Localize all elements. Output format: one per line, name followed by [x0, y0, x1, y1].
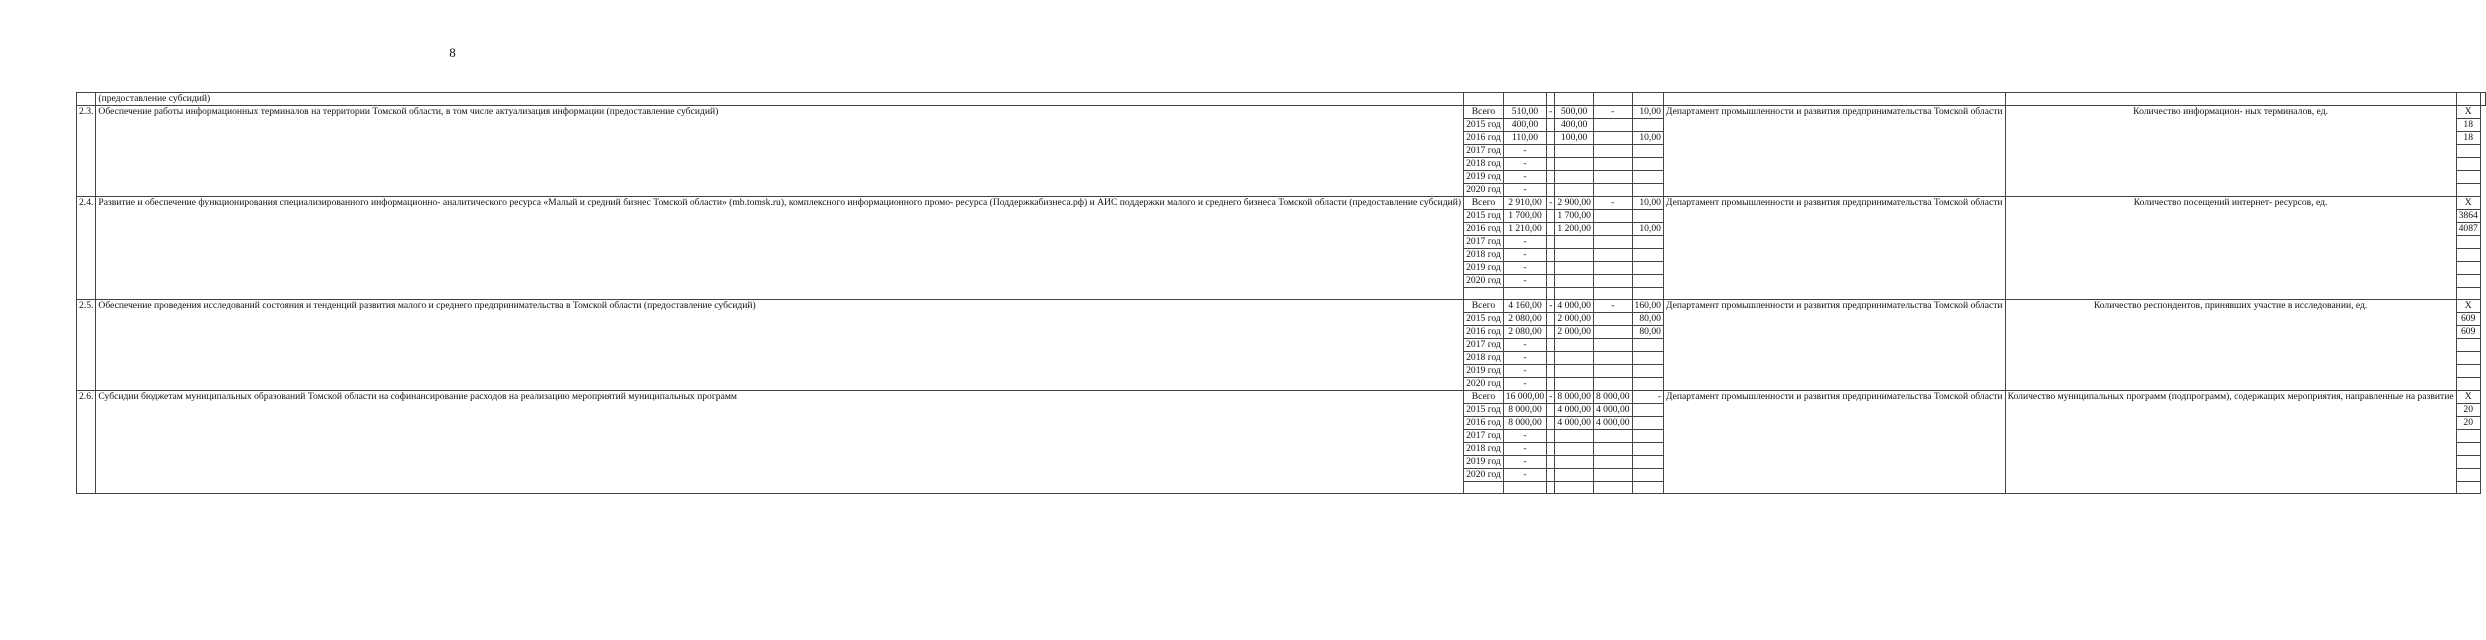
indicator-name: Количество респондентов, принявших участие в исследовании, ед.: [2005, 300, 2456, 391]
year-label: 2016 год: [1464, 223, 1504, 236]
indicator-value: [2456, 171, 2480, 184]
federal-amount: -: [1547, 391, 1555, 404]
indicator-value: [2456, 469, 2480, 482]
federal-amount: [1547, 352, 1555, 365]
year-label: 2015 год: [1464, 404, 1504, 417]
local-amount: [1593, 430, 1632, 443]
local-amount: [1593, 262, 1632, 275]
indicator-value: [2456, 158, 2480, 171]
federal-amount: [1547, 158, 1555, 171]
indicator-value: [2456, 249, 2480, 262]
federal-amount: [1547, 132, 1555, 145]
year-label: 2020 год: [1464, 184, 1504, 197]
federal-amount: [1547, 365, 1555, 378]
federal-amount: [1547, 339, 1555, 352]
year-label: 2019 год: [1464, 262, 1504, 275]
responsible-department: Департамент промышленности и развития предпринимательства Томской области: [1663, 391, 2005, 494]
regional-amount: [1555, 158, 1594, 171]
total-amount: -: [1503, 430, 1546, 443]
indicator-value: Х: [2456, 391, 2480, 404]
total-amount: -: [1503, 275, 1546, 288]
indicator-name: Количество информацион- ных терминалов, ед.: [2005, 106, 2456, 197]
indicator-value: [2456, 236, 2480, 249]
total-amount: -: [1503, 249, 1546, 262]
year-label-empty: [1464, 482, 1504, 494]
total-amount: -: [1503, 456, 1546, 469]
year-label: Всего: [1464, 106, 1504, 119]
local-amount: -: [1593, 106, 1632, 119]
regional-amount: 2 000,00: [1555, 326, 1594, 339]
regional-amount: [1555, 456, 1594, 469]
table-row: [77, 300, 2486, 313]
item-description: Обеспечение проведения исследований состояния и тенденций развития малого и среднего предпринимательства в Томской области (предоставление субсидий): [96, 300, 1464, 391]
local-amount-empty: [1593, 482, 1632, 494]
year-label: 2020 год: [1464, 469, 1504, 482]
total-amount: -: [1503, 236, 1546, 249]
indicator-value: Х: [2456, 300, 2480, 313]
local-amount: [1593, 326, 1632, 339]
year-label: Всего: [1464, 300, 1504, 313]
other-amount: [1632, 236, 1663, 249]
regional-amount: [1555, 184, 1594, 197]
regional-amount: [1555, 262, 1594, 275]
federal-amount: [1547, 313, 1555, 326]
local-amount: [1593, 456, 1632, 469]
total-amount: -: [1503, 171, 1546, 184]
total-amount: 8 000,00: [1503, 417, 1546, 430]
local-amount: [1593, 275, 1632, 288]
year-label: 2018 год: [1464, 352, 1504, 365]
other-amount: -: [1632, 391, 1663, 404]
other-amount: [1632, 417, 1663, 430]
other-amount: [1632, 249, 1663, 262]
page-number: 8: [449, 45, 456, 60]
year-label: 2020 год: [1464, 378, 1504, 391]
item-number: 2.6.: [77, 391, 96, 494]
local-amount: [1593, 210, 1632, 223]
regional-amount: 4 000,00: [1555, 300, 1594, 313]
federal-amount: [1547, 404, 1555, 417]
year-label: 2019 год: [1464, 171, 1504, 184]
other-amount: [1632, 158, 1663, 171]
table-row: [77, 391, 2486, 404]
federal-amount: [1547, 275, 1555, 288]
local-amount: [1593, 339, 1632, 352]
local-amount: [1593, 365, 1632, 378]
item-description: Развитие и обеспечение функционирования специализированного информационно- аналитического ресурса «Малый и средний бизнес Томской области» (mb.tomsk.ru), комплексного информационного промо- ресурса (Поддержкабизнеса.рф) и АИС поддержки малого и среднего бизнеса Томской области (предоставление субсидий): [96, 197, 1464, 300]
indicator-value: [2456, 430, 2480, 443]
local-amount: [1593, 158, 1632, 171]
other-amount: [1632, 365, 1663, 378]
regional-amount-empty: [1555, 482, 1594, 494]
year-label: 2017 год: [1464, 430, 1504, 443]
year-label: 2016 год: [1464, 326, 1504, 339]
total-amount: 8 000,00: [1503, 404, 1546, 417]
regional-amount-empty: [1555, 288, 1594, 300]
indicator-value: [2456, 339, 2480, 352]
federal-amount: [1547, 171, 1555, 184]
year-label: 2019 год: [1464, 456, 1504, 469]
local-amount: 4 000,00: [1593, 417, 1632, 430]
other-amount: 10,00: [1632, 223, 1663, 236]
federal-amount: [1547, 145, 1555, 158]
regional-amount: [1555, 469, 1594, 482]
item-number: 2.3.: [77, 106, 96, 197]
other-amount: 80,00: [1632, 326, 1663, 339]
total-amount: 4 160,00: [1503, 300, 1546, 313]
indicator-value: [2456, 275, 2480, 288]
other-amount: [1632, 443, 1663, 456]
year-label: 2018 год: [1464, 158, 1504, 171]
other-amount: [1632, 184, 1663, 197]
other-amount: 80,00: [1632, 313, 1663, 326]
indicator-value: 4087: [2456, 223, 2480, 236]
indicator-value-empty: [2456, 482, 2480, 494]
indicator-name: Количество муниципальных программ (подпрограмм), содержащих мероприятия, направленные на развитие: [2005, 391, 2456, 494]
total-amount-empty: [1503, 288, 1546, 300]
program-table: [76, 92, 2486, 494]
indicator-value: [2456, 145, 2480, 158]
total-amount: -: [1503, 158, 1546, 171]
year-label: 2016 год: [1464, 417, 1504, 430]
year-label: 2015 год: [1464, 313, 1504, 326]
other-amount: [1632, 119, 1663, 132]
total-amount: 16 000,00: [1503, 391, 1546, 404]
local-amount: [1593, 223, 1632, 236]
federal-amount: [1547, 249, 1555, 262]
other-amount: [1632, 378, 1663, 391]
federal-amount: [1547, 417, 1555, 430]
regional-amount: [1555, 443, 1594, 456]
total-amount: -: [1503, 365, 1546, 378]
total-amount: -: [1503, 184, 1546, 197]
indicator-value-empty: [2456, 288, 2480, 300]
local-amount: -: [1593, 300, 1632, 313]
item-number: 2.4.: [77, 197, 96, 300]
regional-amount: 1 700,00: [1555, 210, 1594, 223]
other-amount: [1632, 339, 1663, 352]
total-amount: -: [1503, 352, 1546, 365]
local-amount: [1593, 132, 1632, 145]
table-row: [77, 197, 2486, 210]
continuation-row: [77, 93, 2486, 106]
total-amount: 2 910,00: [1503, 197, 1546, 210]
other-amount: 10,00: [1632, 197, 1663, 210]
total-amount: -: [1503, 145, 1546, 158]
federal-amount: [1547, 326, 1555, 339]
regional-amount: 1 200,00: [1555, 223, 1594, 236]
regional-amount: 4 000,00: [1555, 404, 1594, 417]
regional-amount: [1555, 171, 1594, 184]
local-amount: [1593, 352, 1632, 365]
year-label: 2018 год: [1464, 249, 1504, 262]
year-label: 2018 год: [1464, 443, 1504, 456]
other-amount: 160,00: [1632, 300, 1663, 313]
indicator-value: [2456, 184, 2480, 197]
federal-amount: [1547, 378, 1555, 391]
indicator-value: 20: [2456, 404, 2480, 417]
indicator-name: Количество посещений интернет- ресурсов, ед.: [2005, 197, 2456, 300]
item-number: 2.5.: [77, 300, 96, 391]
federal-amount: [1547, 456, 1555, 469]
local-amount: [1593, 443, 1632, 456]
indicator-value: [2456, 365, 2480, 378]
total-amount: 1 210,00: [1503, 223, 1546, 236]
indicator-value: 18: [2456, 132, 2480, 145]
other-amount: [1632, 145, 1663, 158]
local-amount: [1593, 119, 1632, 132]
other-amount: [1632, 171, 1663, 184]
regional-amount: 100,00: [1555, 132, 1594, 145]
total-amount: -: [1503, 443, 1546, 456]
total-amount: 2 080,00: [1503, 326, 1546, 339]
other-amount: [1632, 262, 1663, 275]
local-amount: [1593, 184, 1632, 197]
year-label: 2017 год: [1464, 339, 1504, 352]
federal-amount: [1547, 223, 1555, 236]
federal-amount: [1547, 119, 1555, 132]
local-amount: [1593, 249, 1632, 262]
responsible-department: Департамент промышленности и развития предпринимательства Томской области: [1663, 300, 2005, 391]
indicator-value: 609: [2456, 313, 2480, 326]
other-amount: [1632, 430, 1663, 443]
continuation-text: (предоставление субсидий): [96, 93, 1464, 106]
year-label: 2016 год: [1464, 132, 1504, 145]
indicator-value: [2456, 443, 2480, 456]
federal-amount: -: [1547, 106, 1555, 119]
other-amount: [1632, 469, 1663, 482]
regional-amount: [1555, 430, 1594, 443]
total-amount: 110,00: [1503, 132, 1546, 145]
other-amount: [1632, 456, 1663, 469]
item-description: Субсидии бюджетам муниципальных образований Томской области на софинансирование расходов на реализацию мероприятий муниципальных программ: [96, 391, 1464, 494]
regional-amount: [1555, 249, 1594, 262]
year-label: Всего: [1464, 197, 1504, 210]
total-amount: -: [1503, 378, 1546, 391]
regional-amount: [1555, 145, 1594, 158]
indicator-value: 20: [2456, 417, 2480, 430]
indicator-value: 3864: [2456, 210, 2480, 223]
local-amount: 4 000,00: [1593, 404, 1632, 417]
federal-amount: [1547, 210, 1555, 223]
regional-amount: 8 000,00: [1555, 391, 1594, 404]
federal-amount: [1547, 469, 1555, 482]
total-amount: 400,00: [1503, 119, 1546, 132]
federal-amount: [1547, 443, 1555, 456]
other-amount: 10,00: [1632, 132, 1663, 145]
regional-amount: [1555, 275, 1594, 288]
regional-amount: [1555, 365, 1594, 378]
regional-amount: [1555, 378, 1594, 391]
regional-amount: 500,00: [1555, 106, 1594, 119]
indicator-value: Х: [2456, 106, 2480, 119]
responsible-department: Департамент промышленности и развития предпринимательства Томской области: [1663, 197, 2005, 300]
responsible-department: Департамент промышленности и развития предпринимательства Томской области: [1663, 106, 2005, 197]
federal-amount: [1547, 430, 1555, 443]
federal-amount: [1547, 236, 1555, 249]
other-amount: [1632, 275, 1663, 288]
other-amount-empty: [1632, 288, 1663, 300]
local-amount: 8 000,00: [1593, 391, 1632, 404]
indicator-value: [2456, 378, 2480, 391]
table-body: [77, 93, 2486, 494]
table-row: [77, 106, 2486, 119]
regional-amount: [1555, 339, 1594, 352]
year-label: 2017 год: [1464, 145, 1504, 158]
federal-amount-empty: [1547, 288, 1555, 300]
other-amount: [1632, 210, 1663, 223]
other-amount: [1632, 352, 1663, 365]
federal-amount-empty: [1547, 482, 1555, 494]
year-label: 2020 год: [1464, 275, 1504, 288]
local-amount: [1593, 145, 1632, 158]
total-amount: 510,00: [1503, 106, 1546, 119]
local-amount: [1593, 469, 1632, 482]
indicator-value: [2456, 262, 2480, 275]
regional-amount: 2 900,00: [1555, 197, 1594, 210]
indicator-value: 18: [2456, 119, 2480, 132]
other-amount-empty: [1632, 482, 1663, 494]
local-amount: -: [1593, 197, 1632, 210]
local-amount-empty: [1593, 288, 1632, 300]
year-label-empty: [1464, 288, 1504, 300]
regional-amount: 400,00: [1555, 119, 1594, 132]
year-label: 2015 год: [1464, 119, 1504, 132]
year-label: 2019 год: [1464, 365, 1504, 378]
federal-amount: [1547, 184, 1555, 197]
other-amount: [1632, 404, 1663, 417]
indicator-value: Х: [2456, 197, 2480, 210]
regional-amount: 2 000,00: [1555, 313, 1594, 326]
indicator-value: [2456, 352, 2480, 365]
local-amount: [1593, 378, 1632, 391]
federal-amount: -: [1547, 197, 1555, 210]
total-amount: 1 700,00: [1503, 210, 1546, 223]
federal-amount: [1547, 262, 1555, 275]
total-amount-empty: [1503, 482, 1546, 494]
item-description: Обеспечение работы информационных терминалов на территории Томской области, в том числе актуализация информации (предоставление субсидий): [96, 106, 1464, 197]
local-amount: [1593, 313, 1632, 326]
total-amount: -: [1503, 339, 1546, 352]
federal-amount: -: [1547, 300, 1555, 313]
total-amount: 2 080,00: [1503, 313, 1546, 326]
year-label: 2015 год: [1464, 210, 1504, 223]
total-amount: -: [1503, 262, 1546, 275]
indicator-value: [2456, 456, 2480, 469]
regional-amount: [1555, 352, 1594, 365]
local-amount: [1593, 171, 1632, 184]
regional-amount: 4 000,00: [1555, 417, 1594, 430]
year-label: 2017 год: [1464, 236, 1504, 249]
year-label: Всего: [1464, 391, 1504, 404]
regional-amount: [1555, 236, 1594, 249]
local-amount: [1593, 236, 1632, 249]
total-amount: -: [1503, 469, 1546, 482]
other-amount: 10,00: [1632, 106, 1663, 119]
indicator-value: 609: [2456, 326, 2480, 339]
